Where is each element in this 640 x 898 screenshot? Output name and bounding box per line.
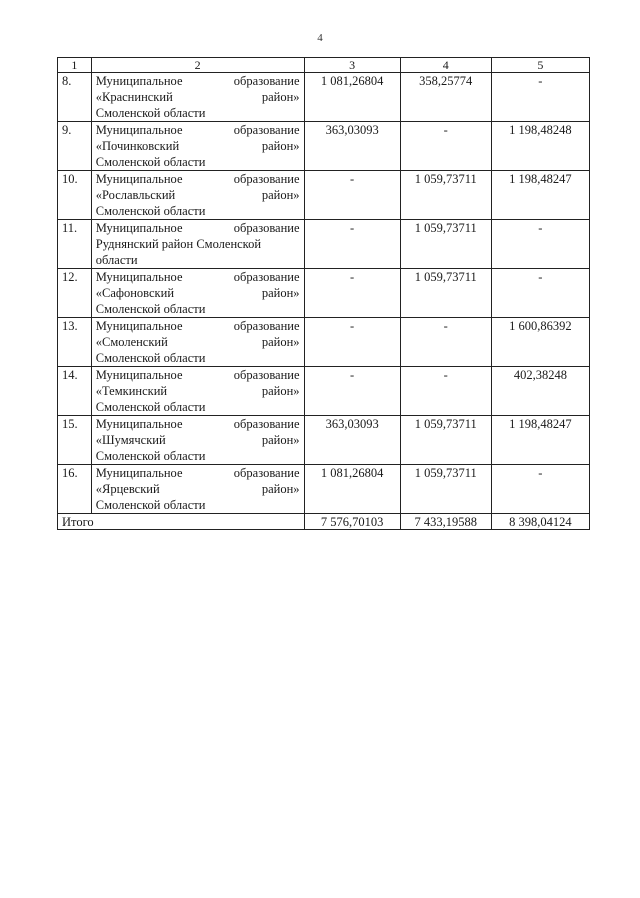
municipality-name-word: Муниципальное bbox=[95, 221, 183, 235]
municipality-name-word: образование bbox=[233, 270, 300, 284]
table-row bbox=[58, 73, 590, 122]
municipality-name-word: Муниципальное bbox=[95, 368, 183, 382]
municipality-name-word: образование bbox=[233, 172, 300, 186]
column-number-3: 3 bbox=[304, 58, 400, 73]
table-row bbox=[58, 318, 590, 367]
col3-value: - bbox=[304, 367, 400, 416]
municipality-name-word: район» bbox=[261, 90, 300, 104]
municipality-name-word: «Сафоновский bbox=[95, 286, 175, 300]
municipality-name bbox=[91, 171, 304, 220]
municipality-name-line bbox=[96, 448, 300, 464]
municipality-name-word: образование bbox=[233, 466, 300, 480]
col3-value: - bbox=[304, 269, 400, 318]
total-col5-value: 8 398,04124 bbox=[491, 514, 589, 530]
municipality-name-word: Смоленской области bbox=[95, 400, 206, 414]
column-number-1: 1 bbox=[58, 58, 92, 73]
municipality-name-word: Смоленской области bbox=[95, 351, 206, 365]
municipality-name-word: Смоленской области bbox=[95, 204, 206, 218]
municipality-name-line bbox=[96, 416, 300, 432]
municipality-name-word: район» bbox=[261, 433, 300, 447]
municipality-name-word: район» bbox=[261, 482, 300, 496]
municipality-name-word: Муниципальное bbox=[95, 74, 183, 88]
municipality-name-line bbox=[96, 465, 300, 481]
municipality-name-line bbox=[96, 73, 300, 89]
municipality-name bbox=[91, 122, 304, 171]
municipality-name-line bbox=[96, 497, 300, 513]
municipality-name-word: район» bbox=[261, 188, 300, 202]
municipality-name-word: области bbox=[95, 253, 138, 267]
municipality-name-line bbox=[96, 105, 300, 121]
municipality-name-word: образование bbox=[233, 319, 300, 333]
row-number: 14. bbox=[58, 367, 92, 416]
municipality-name-line bbox=[96, 301, 300, 317]
municipality-name-word: Муниципальное bbox=[95, 270, 183, 284]
row-number: 8. bbox=[58, 73, 92, 122]
municipality-name-word: образование bbox=[233, 123, 300, 137]
total-label: Итого bbox=[58, 514, 305, 530]
total-row bbox=[58, 514, 590, 530]
row-number: 11. bbox=[58, 220, 92, 269]
table-row bbox=[58, 122, 590, 171]
municipality-name-line bbox=[96, 350, 300, 366]
col4-value: 1 059,73711 bbox=[400, 465, 491, 514]
table-row bbox=[58, 269, 590, 318]
municipality-name-word: «Ярцевский bbox=[95, 482, 160, 496]
total-col3-value: 7 576,70103 bbox=[304, 514, 400, 530]
col3-value: - bbox=[304, 318, 400, 367]
municipality-name bbox=[91, 318, 304, 367]
col5-value: 1 198,48248 bbox=[491, 122, 589, 171]
col4-value: 1 059,73711 bbox=[400, 220, 491, 269]
row-number: 16. bbox=[58, 465, 92, 514]
municipality-name-line bbox=[96, 154, 300, 170]
table-row bbox=[58, 465, 590, 514]
col4-value: - bbox=[400, 367, 491, 416]
col3-value: 363,03093 bbox=[304, 122, 400, 171]
column-number-4: 4 bbox=[400, 58, 491, 73]
municipality-name-word: «Починковский bbox=[95, 139, 180, 153]
municipality-name-line bbox=[96, 318, 300, 334]
municipality-name-word: Смоленской области bbox=[95, 498, 206, 512]
allocation-table bbox=[57, 57, 590, 530]
municipality-name-line bbox=[96, 187, 300, 203]
col5-value: - bbox=[491, 269, 589, 318]
municipality-name bbox=[91, 73, 304, 122]
municipality-name-word: Муниципальное bbox=[95, 123, 183, 137]
municipality-name-line bbox=[96, 383, 300, 399]
municipality-name-line bbox=[96, 334, 300, 350]
col4-value: 1 059,73711 bbox=[400, 416, 491, 465]
col3-value: 1 081,26804 bbox=[304, 465, 400, 514]
municipality-name-word: район» bbox=[261, 335, 300, 349]
municipality-name-word: образование bbox=[233, 368, 300, 382]
municipality-name-line bbox=[96, 481, 300, 497]
col5-value: 402,38248 bbox=[491, 367, 589, 416]
municipality-name-line bbox=[96, 171, 300, 187]
col3-value: - bbox=[304, 171, 400, 220]
municipality-name-line bbox=[96, 252, 300, 268]
municipality-name-line bbox=[96, 432, 300, 448]
col5-value: - bbox=[491, 220, 589, 269]
municipality-name bbox=[91, 367, 304, 416]
municipality-name-line bbox=[96, 269, 300, 285]
table-row bbox=[58, 367, 590, 416]
municipality-name-word: образование bbox=[233, 221, 300, 235]
col4-value: 1 059,73711 bbox=[400, 269, 491, 318]
col3-value: - bbox=[304, 220, 400, 269]
municipality-name bbox=[91, 220, 304, 269]
municipality-name-line bbox=[96, 285, 300, 301]
municipality-name-word: «Смоленский bbox=[95, 335, 168, 349]
column-number-5: 5 bbox=[491, 58, 589, 73]
table-row bbox=[58, 171, 590, 220]
municipality-name-word: Муниципальное bbox=[95, 319, 183, 333]
col4-value: 358,25774 bbox=[400, 73, 491, 122]
municipality-name-word: Муниципальное bbox=[95, 466, 183, 480]
municipality-name-word: район» bbox=[261, 139, 300, 153]
municipality-name-word: «Темкинский bbox=[95, 384, 168, 398]
municipality-name-word: район» bbox=[261, 384, 300, 398]
municipality-name-line bbox=[96, 220, 300, 236]
municipality-name-word: Муниципальное bbox=[95, 172, 183, 186]
table-row bbox=[58, 220, 590, 269]
municipality-name-word: образование bbox=[233, 417, 300, 431]
municipality-name-word: «Шумячский bbox=[95, 433, 166, 447]
municipality-name-word: Руднянский район Смоленской bbox=[95, 237, 262, 251]
col4-value: 1 059,73711 bbox=[400, 171, 491, 220]
col5-value: - bbox=[491, 465, 589, 514]
row-number: 15. bbox=[58, 416, 92, 465]
municipality-name-word: Муниципальное bbox=[95, 417, 183, 431]
col3-value: 1 081,26804 bbox=[304, 73, 400, 122]
table-row bbox=[58, 416, 590, 465]
col4-value: - bbox=[400, 122, 491, 171]
row-number: 9. bbox=[58, 122, 92, 171]
municipality-name-line bbox=[96, 203, 300, 219]
row-number: 10. bbox=[58, 171, 92, 220]
page-number: 4 bbox=[317, 32, 323, 44]
municipality-name-line bbox=[96, 122, 300, 138]
municipality-name bbox=[91, 465, 304, 514]
row-number: 12. bbox=[58, 269, 92, 318]
table-header-row bbox=[58, 58, 590, 73]
municipality-name-word: Смоленской области bbox=[95, 302, 206, 316]
table-body bbox=[58, 58, 590, 530]
col5-value: 1 198,48247 bbox=[491, 171, 589, 220]
total-col4-value: 7 433,19588 bbox=[400, 514, 491, 530]
municipality-name-word: Смоленской области bbox=[95, 449, 206, 463]
municipality-name-word: образование bbox=[233, 74, 300, 88]
municipality-name-word: «Рославльский bbox=[95, 188, 176, 202]
column-number-2: 2 bbox=[91, 58, 304, 73]
col3-value: 363,03093 bbox=[304, 416, 400, 465]
col5-value: 1 198,48247 bbox=[491, 416, 589, 465]
municipality-name-word: «Краснинский bbox=[95, 90, 173, 104]
municipality-name bbox=[91, 269, 304, 318]
municipality-name-line bbox=[96, 138, 300, 154]
municipality-name-line bbox=[96, 399, 300, 415]
municipality-name-word: Смоленской области bbox=[95, 155, 206, 169]
municipality-name-word: район» bbox=[261, 286, 300, 300]
municipality-name-word: Смоленской области bbox=[95, 106, 206, 120]
row-number: 13. bbox=[58, 318, 92, 367]
municipality-name-line bbox=[96, 236, 300, 252]
municipality-name bbox=[91, 416, 304, 465]
municipality-name-line bbox=[96, 89, 300, 105]
municipality-name-line bbox=[96, 367, 300, 383]
col5-value: 1 600,86392 bbox=[491, 318, 589, 367]
col5-value: - bbox=[491, 73, 589, 122]
col4-value: - bbox=[400, 318, 491, 367]
